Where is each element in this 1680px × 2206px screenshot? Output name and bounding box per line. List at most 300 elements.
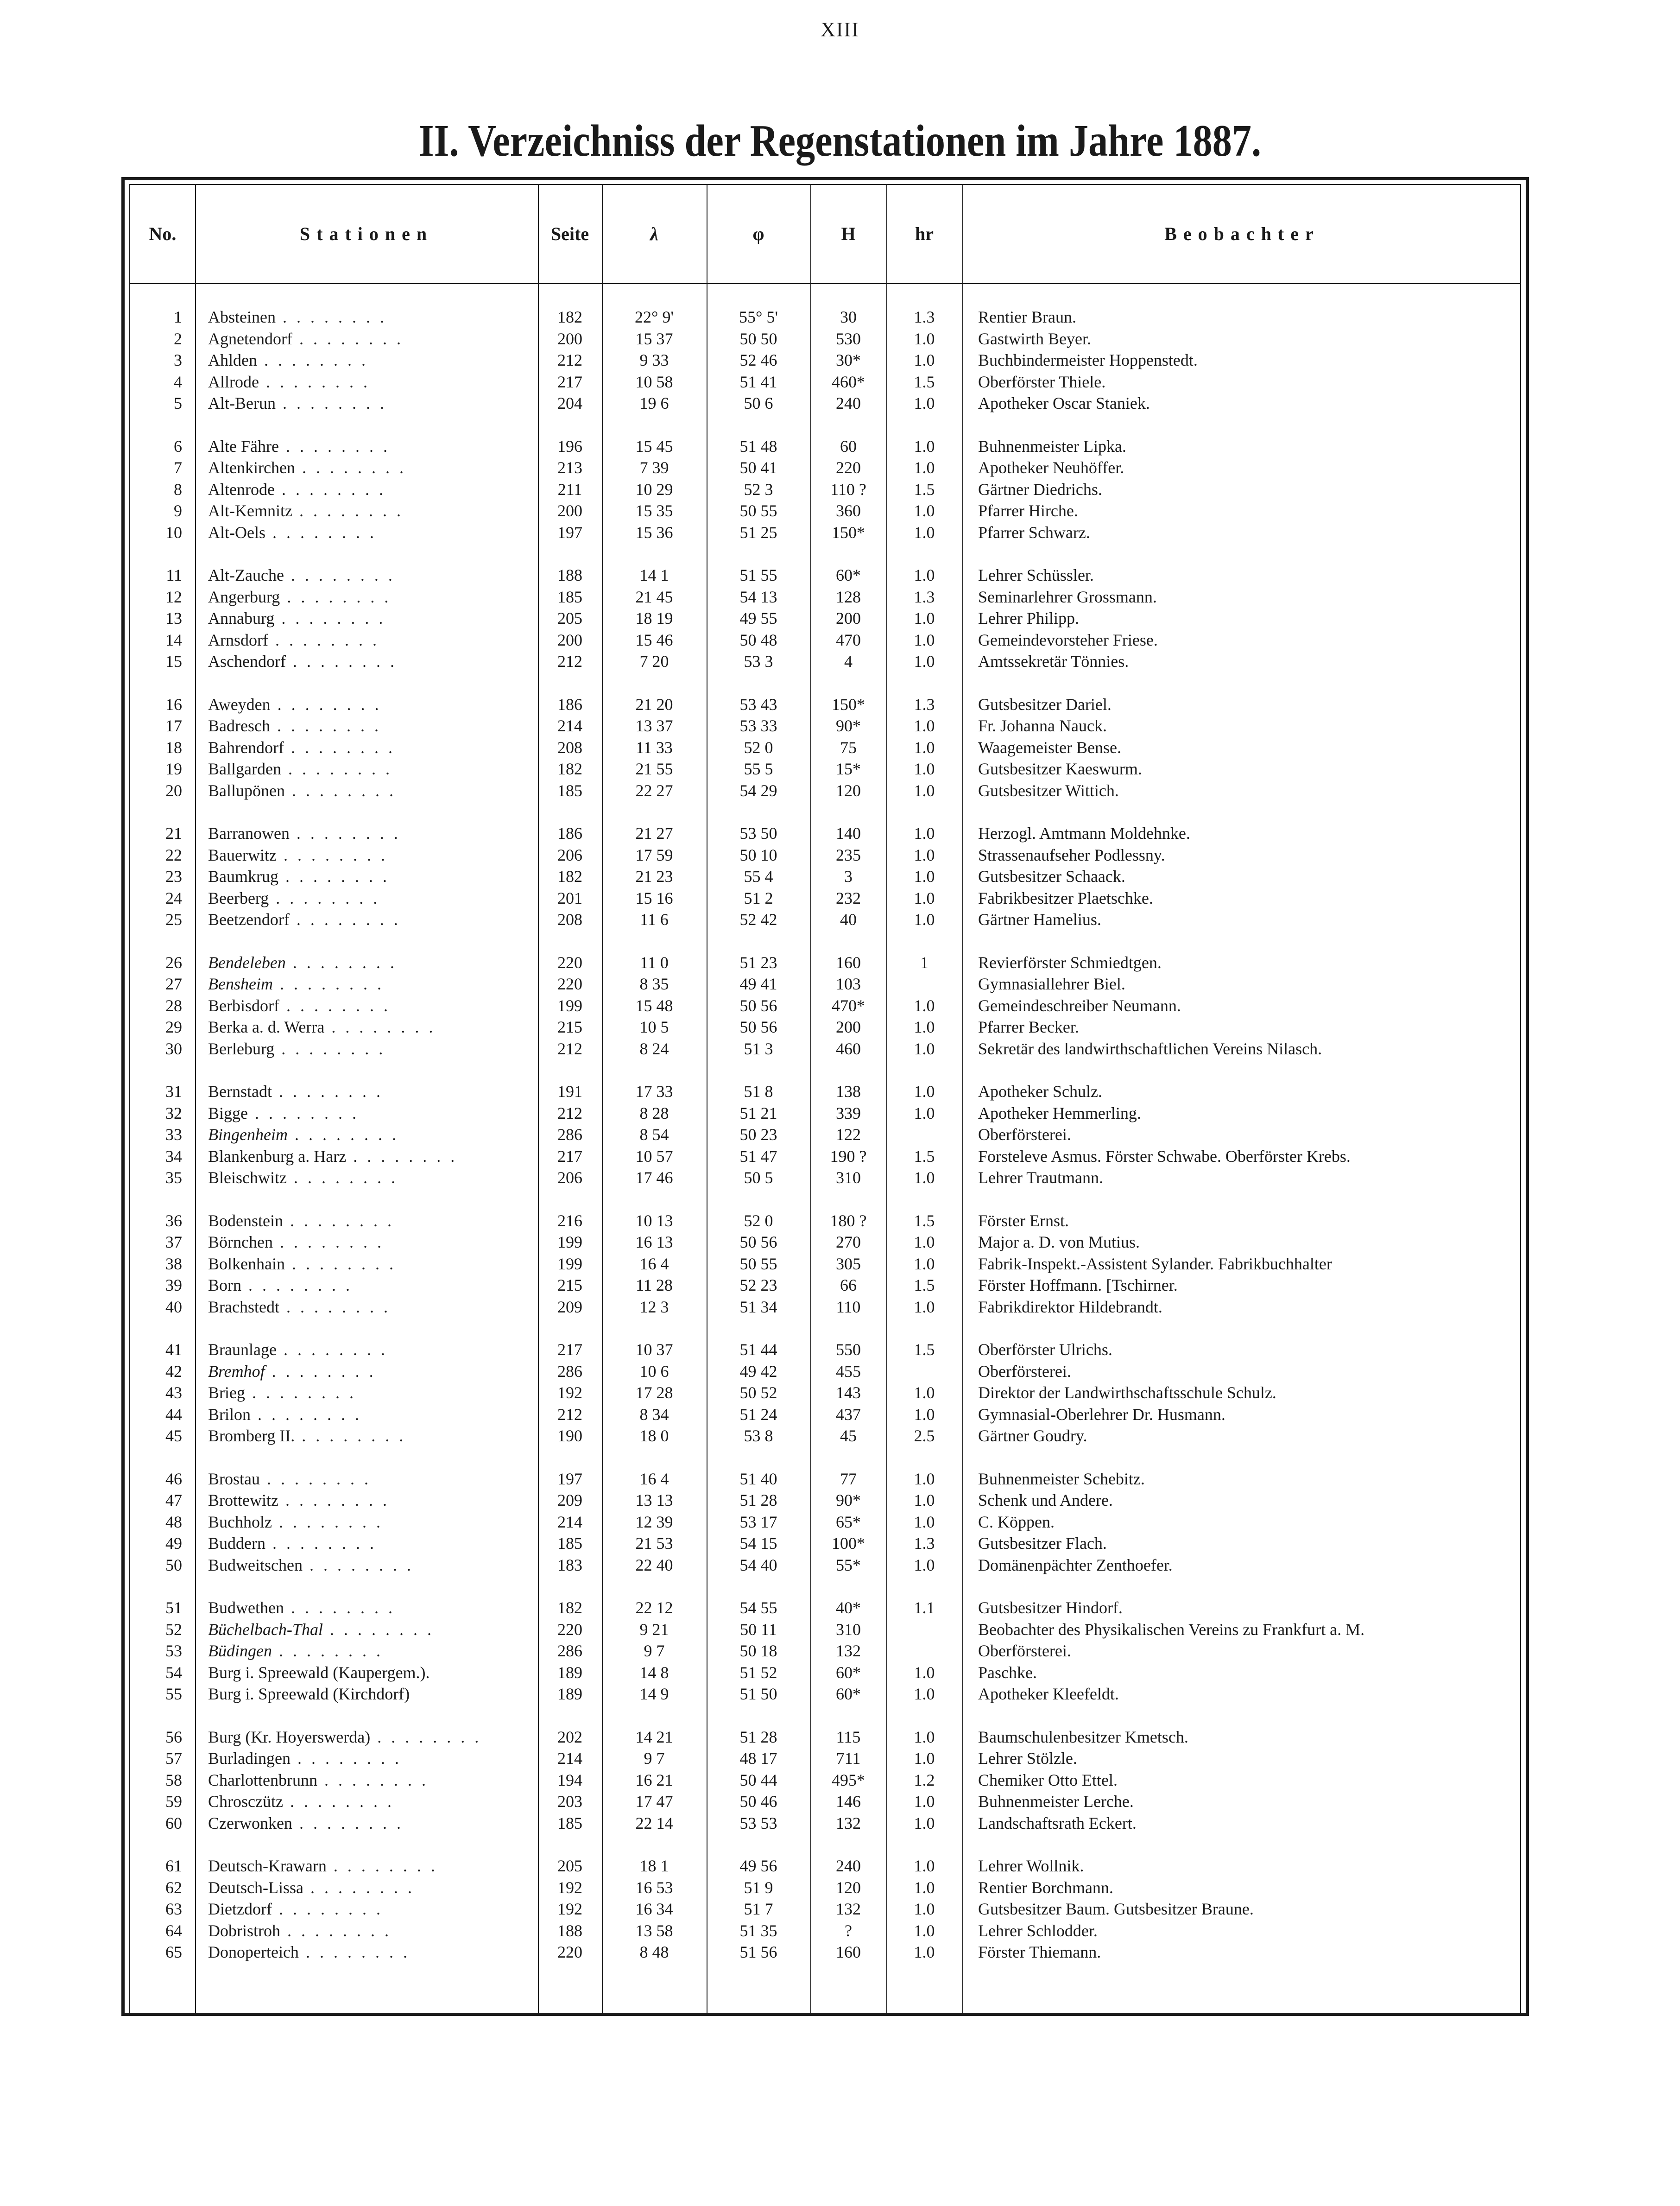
cell-lam: 21 20 (635, 695, 673, 714)
cell-seite: 217 (557, 1147, 582, 1166)
cell-no: 54 (165, 1663, 182, 1682)
cell-lam: 8 48 (639, 1943, 669, 1961)
cell-lam: 17 28 (635, 1383, 673, 1402)
cell-seite: 212 (557, 1103, 582, 1122)
cell-phi: 52 0 (744, 1211, 773, 1230)
cell-lam: 16 53 (635, 1878, 673, 1897)
cell-seite: 199 (557, 1254, 582, 1273)
cell-seite: 200 (557, 501, 582, 520)
station-name: Alte Fähre (208, 437, 279, 456)
station-name: Braunlage (208, 1340, 277, 1359)
cell-no: 9 (174, 501, 182, 520)
cell-seite: 192 (557, 1383, 582, 1402)
table-row (130, 306, 1525, 328)
cell-phi: 53 43 (739, 695, 777, 714)
cell-name (208, 1146, 532, 1167)
leader-dots: . . . . . . . . (292, 501, 404, 520)
cell-no: 25 (165, 910, 182, 929)
cell-hr: 1.0 (914, 1039, 935, 1058)
cell-obs: Gutsbesitzer Kaeswurm. (978, 760, 1142, 778)
leader-dots: . . . . . . . . (251, 1405, 362, 1424)
cell-phi: 50 46 (739, 1792, 777, 1811)
station-name: Burg i. Spreewald (Kirchdorf) (208, 1685, 410, 1703)
cell-lam: 17 46 (635, 1168, 673, 1187)
cell-name (208, 1167, 532, 1188)
cell-no: 2 (174, 329, 182, 348)
station-name: Budwethen (208, 1598, 284, 1617)
cell-hr: 1.0 (914, 1082, 935, 1101)
leader-dots: . . . . . . . . (270, 716, 381, 735)
station-name: Altenkirchen (208, 458, 295, 477)
cell-hr: 1.0 (914, 1103, 935, 1122)
cell-seite: 286 (557, 1362, 582, 1381)
cell-seite: 189 (557, 1663, 582, 1682)
table-row (130, 651, 1525, 672)
cell-phi: 51 56 (739, 1943, 777, 1961)
cell-phi: 52 0 (744, 738, 773, 757)
cell-lam: 10 5 (639, 1018, 669, 1036)
cell-phi: 50 56 (739, 1233, 777, 1251)
cell-no: 58 (165, 1770, 182, 1789)
table-row (130, 1597, 1525, 1618)
cell-hr: 1.0 (914, 1921, 935, 1940)
cell-seite: 212 (557, 351, 582, 369)
cell-seite: 186 (557, 824, 582, 843)
station-name: Berbisdorf (208, 996, 279, 1015)
cell-phi: 51 55 (739, 566, 777, 584)
cell-seite: 206 (557, 845, 582, 864)
cell-h: 115 (836, 1727, 861, 1746)
cell-obs: Apotheker Neuhöffer. (978, 458, 1124, 477)
cell-obs: Pfarrer Schwarz. (978, 523, 1090, 542)
cell-seite: 204 (557, 394, 582, 412)
cell-seite: 212 (557, 652, 582, 671)
leader-dots: . . . . . . . . (295, 458, 406, 477)
cell-name (208, 1855, 532, 1876)
cell-no: 46 (165, 1469, 182, 1488)
cell-hr: 1.0 (914, 351, 935, 369)
leader-dots: . . . . . . . . (292, 1813, 404, 1832)
leader-dots: . . . . . . . . (324, 1018, 436, 1036)
cell-hr: 1.0 (914, 1405, 935, 1424)
station-name: Dobristroh (208, 1921, 280, 1940)
station-name: Brilon (208, 1405, 251, 1424)
cell-name (208, 715, 532, 736)
station-name: Aschendorf (208, 652, 286, 671)
cell-seite: 189 (557, 1685, 582, 1703)
cell-hr: 1.0 (914, 996, 935, 1015)
cell-phi: 50 55 (739, 1254, 777, 1273)
cell-no: 28 (165, 996, 182, 1015)
cell-no: 13 (165, 609, 182, 628)
cell-obs: Gymnasiallehrer Biel. (978, 975, 1125, 993)
cell-no: 33 (165, 1125, 182, 1144)
cell-h: 132 (836, 1900, 861, 1918)
cell-no: 3 (174, 351, 182, 369)
cell-lam: 9 33 (639, 351, 669, 369)
cell-name (208, 306, 532, 328)
cell-phi: 50 55 (739, 501, 777, 520)
cell-seite: 197 (557, 1469, 582, 1488)
leader-dots: . . . . . . . . (270, 695, 382, 714)
cell-seite: 185 (557, 1534, 582, 1553)
cell-phi: 51 7 (744, 1900, 773, 1918)
cell-h: ? (845, 1921, 852, 1940)
cell-obs: Fr. Johanna Nauck. (978, 716, 1107, 735)
cell-h: 310 (836, 1620, 861, 1639)
leader-dots: . . . . . . . . (278, 1491, 390, 1509)
leader-dots: . . . . . . . . (302, 1555, 414, 1574)
cell-name (208, 479, 532, 500)
leader-dots: . . . . . . . . (265, 1534, 377, 1553)
cell-lam: 13 58 (635, 1921, 673, 1940)
cell-name (208, 586, 532, 608)
cell-no: 24 (165, 888, 182, 907)
station-name: Baumkrug (208, 867, 278, 886)
cell-hr: 1.0 (914, 1749, 935, 1768)
cell-hr: 1.3 (914, 695, 935, 714)
cell-name (208, 866, 532, 887)
cell-no: 15 (165, 652, 182, 671)
cell-name (208, 973, 532, 995)
table-row (130, 1791, 1525, 1812)
table-row (130, 780, 1525, 801)
table-row (130, 1877, 1525, 1898)
cell-phi: 50 11 (740, 1620, 777, 1639)
table-row (130, 887, 1525, 909)
cell-obs: Gärtner Goudry. (978, 1426, 1087, 1445)
cell-obs: Gemeindeschreiber Neumann. (978, 996, 1181, 1015)
cell-hr: 1.0 (914, 1018, 935, 1036)
leader-dots: . . . . . . . . (272, 1233, 384, 1251)
cell-phi: 54 40 (739, 1555, 777, 1574)
cell-name (208, 1468, 532, 1490)
cell-name (208, 393, 532, 414)
leader-dots: . . . . . . . . (292, 329, 404, 348)
table-row (130, 1533, 1525, 1554)
leader-dots: . . . . . . . . (283, 1792, 394, 1811)
cell-h: 470* (832, 996, 865, 1015)
cell-seite: 206 (557, 1168, 582, 1187)
table-row (130, 1662, 1525, 1683)
cell-phi: 52 46 (739, 351, 777, 369)
cell-h: 132 (836, 1642, 861, 1660)
cell-hr: 1.5 (914, 1211, 935, 1230)
cell-phi: 51 50 (739, 1685, 777, 1703)
cell-h: 143 (836, 1383, 861, 1402)
cell-no: 51 (165, 1598, 182, 1617)
leader-dots: . . . . . . . . (317, 1770, 429, 1789)
cell-hr: 1.0 (914, 1233, 935, 1251)
cell-hr: 1.0 (914, 888, 935, 907)
cell-obs: Gymnasial-Oberlehrer Dr. Husmann. (978, 1405, 1225, 1424)
cell-name (208, 1769, 532, 1791)
cell-lam: 15 46 (635, 630, 673, 649)
cell-hr: 1.0 (914, 1555, 935, 1574)
cell-phi: 51 28 (739, 1727, 777, 1746)
cell-no: 32 (165, 1103, 182, 1122)
cell-seite: 188 (557, 566, 582, 584)
cell-phi: 53 8 (744, 1426, 773, 1445)
cell-obs: Förster Hoffmann. [Tschirner. (978, 1276, 1178, 1294)
cell-obs: Oberförsterei. (978, 1125, 1071, 1144)
cell-no: 61 (165, 1857, 182, 1875)
station-name: Brottewitz (208, 1491, 278, 1509)
cell-name (208, 1640, 532, 1661)
station-name: Dietzdorf (208, 1900, 272, 1918)
cell-obs: Lehrer Schüssler. (978, 566, 1094, 584)
cell-name (208, 1813, 532, 1834)
cell-obs: Lehrer Stölzle. (978, 1749, 1077, 1768)
cell-hr: 1.0 (914, 1512, 935, 1531)
cell-phi: 51 21 (739, 1103, 777, 1122)
cell-no: 7 (174, 458, 182, 477)
cell-lam: 8 28 (639, 1103, 669, 1122)
cell-name (208, 1210, 532, 1231)
cell-obs: Oberförsterei. (978, 1642, 1071, 1660)
cell-no: 31 (165, 1082, 182, 1101)
cell-obs: Lehrer Schlodder. (978, 1921, 1098, 1940)
leader-dots: . . . . . . . . (346, 1147, 458, 1166)
leader-dots: . . . . . . . . (283, 1211, 394, 1230)
cell-hr: 1.0 (914, 738, 935, 757)
station-name: Burladingen (208, 1749, 291, 1768)
cell-name (208, 909, 532, 930)
cell-hr: 1.0 (914, 1383, 935, 1402)
table-row (130, 866, 1525, 887)
cell-no: 40 (165, 1297, 182, 1316)
cell-lam: 17 33 (635, 1082, 673, 1101)
table-row (130, 1425, 1525, 1446)
cell-no: 64 (165, 1921, 182, 1940)
station-name: Blankenburg a. Harz (208, 1147, 347, 1166)
cell-seite: 214 (557, 1512, 582, 1531)
cell-no: 63 (165, 1900, 182, 1918)
leader-dots: . . . . . . . . (265, 523, 377, 542)
cell-name (208, 995, 532, 1016)
cell-obs: Gutsbesitzer Baum. Gutsbesitzer Braune. (978, 1900, 1254, 1918)
table-row (130, 1404, 1525, 1425)
cell-hr: 1.5 (914, 372, 935, 391)
cell-no: 29 (165, 1018, 182, 1036)
cell-hr: 1.0 (914, 910, 935, 929)
station-name: Bauerwitz (208, 845, 277, 864)
cell-lam: 10 13 (635, 1211, 673, 1230)
cell-hr: 1.0 (914, 1663, 935, 1682)
leader-dots: . . . . . . . . (289, 910, 401, 929)
cell-obs: Apotheker Kleefeldt. (978, 1685, 1119, 1703)
cell-name (208, 1920, 532, 1941)
station-name: Berka a. d. Werra (208, 1018, 325, 1036)
cell-name (208, 694, 532, 715)
cell-name (208, 1726, 532, 1748)
station-name: Bleischwitz (208, 1168, 287, 1187)
cell-name (208, 1877, 532, 1898)
leader-dots: . . . . . . . . (286, 1168, 398, 1187)
station-name: Brostau (208, 1469, 260, 1488)
table-row (130, 1683, 1525, 1705)
cell-h: 110 ? (830, 480, 866, 499)
cell-hr: 1.0 (914, 845, 935, 864)
cell-h: 60 (840, 437, 857, 456)
table-row (130, 694, 1525, 715)
cell-no: 37 (165, 1233, 182, 1251)
cell-phi: 51 47 (739, 1147, 777, 1166)
cell-obs: Gutsbesitzer Schaack. (978, 867, 1125, 886)
cell-lam: 15 35 (635, 501, 673, 520)
cell-obs: Major a. D. von Mutius. (978, 1233, 1140, 1251)
cell-h: 45 (840, 1426, 857, 1445)
cell-h: 360 (836, 501, 861, 520)
cell-phi: 50 56 (739, 996, 777, 1015)
cell-seite: 209 (557, 1491, 582, 1509)
cell-lam: 19 6 (639, 394, 669, 412)
cell-no: 60 (165, 1813, 182, 1832)
cell-phi: 51 8 (744, 1082, 773, 1101)
cell-hr: 1.5 (914, 1276, 935, 1294)
cell-obs: Paschke. (978, 1663, 1037, 1682)
cell-phi: 52 42 (739, 910, 777, 929)
cell-seite: 217 (557, 372, 582, 391)
cell-obs: Apotheker Schulz. (978, 1082, 1102, 1101)
station-name: Born (208, 1276, 241, 1294)
cell-seite: 211 (557, 480, 582, 499)
cell-hr (886, 973, 962, 995)
cell-lam: 8 24 (639, 1039, 669, 1058)
header-phi: φ (752, 223, 764, 244)
cell-no: 59 (165, 1792, 182, 1811)
cell-lam: 18 1 (639, 1857, 669, 1875)
cell-seite: 183 (557, 1555, 582, 1574)
leader-dots: . . . . . . . . (280, 1921, 392, 1940)
cell-no: 27 (165, 975, 182, 993)
leader-dots: . . . . . . . . (257, 351, 368, 369)
cell-seite: 220 (557, 1620, 582, 1639)
cell-phi: 53 3 (744, 652, 773, 671)
cell-phi: 55 5 (744, 760, 773, 778)
cell-h: 40* (836, 1598, 861, 1617)
cell-name (208, 1597, 532, 1618)
cell-obs: Buhnenmeister Schebitz. (978, 1469, 1145, 1488)
leader-dots: . . . . . . . . (248, 1103, 359, 1122)
cell-no: 57 (165, 1749, 182, 1768)
table-row (130, 1382, 1525, 1403)
cell-h: 160 (836, 953, 861, 972)
cell-seite: 203 (557, 1792, 582, 1811)
leader-dots: . . . . . . . . (370, 1727, 482, 1746)
page-title: II. Verzeichniss der Regenstationen im Jahre 1887. (418, 116, 1262, 166)
cell-seite: 194 (557, 1770, 582, 1789)
cell-lam: 14 9 (639, 1685, 669, 1703)
cell-lam: 21 55 (635, 760, 673, 778)
cell-name (208, 1490, 532, 1511)
table-row (130, 995, 1525, 1016)
cell-h: 200 (836, 1018, 861, 1036)
cell-seite: 185 (557, 587, 582, 606)
cell-name (208, 1382, 532, 1403)
table-row (130, 909, 1525, 930)
cell-no: 6 (174, 437, 182, 456)
cell-seite: 209 (557, 1297, 582, 1316)
cell-h: 460 (836, 1039, 861, 1058)
cell-obs: Waagemeister Bense. (978, 738, 1121, 757)
station-name: Büchelbach-Thal (208, 1620, 323, 1639)
station-name: Allrode (208, 372, 259, 391)
cell-phi: 49 41 (739, 975, 777, 993)
cell-phi: 51 40 (739, 1469, 777, 1488)
cell-phi: 50 52 (739, 1383, 777, 1402)
cell-obs: Gärtner Diedrichs. (978, 480, 1102, 499)
cell-hr: 1.0 (914, 1900, 935, 1918)
cell-obs: Fabrikbesitzer Plaetschke. (978, 888, 1153, 907)
cell-lam: 10 29 (635, 480, 673, 499)
station-name: Bendeleben (208, 953, 286, 972)
cell-phi: 53 53 (739, 1813, 777, 1832)
cell-name (208, 500, 532, 521)
cell-hr: 1.0 (914, 458, 935, 477)
cell-h: 132 (836, 1813, 861, 1832)
cell-no: 38 (165, 1254, 182, 1273)
cell-no: 16 (165, 695, 182, 714)
cell-phi: 51 28 (739, 1491, 777, 1509)
cell-h: 146 (836, 1792, 861, 1811)
station-name: Bigge (208, 1103, 248, 1122)
table-row (130, 1167, 1525, 1188)
cell-name (208, 737, 532, 758)
cell-h: 310 (836, 1168, 861, 1187)
leader-dots: . . . . . . . . (276, 1340, 388, 1359)
cell-no: 43 (165, 1383, 182, 1402)
station-name: Bodenstein (208, 1211, 283, 1230)
cell-phi: 51 52 (739, 1663, 777, 1682)
cell-phi: 50 56 (739, 1018, 777, 1036)
cell-hr: 1.0 (914, 1168, 935, 1187)
cell-phi: 50 44 (739, 1770, 777, 1789)
table-row (130, 1855, 1525, 1876)
table-row (130, 1920, 1525, 1941)
table-row (130, 1898, 1525, 1920)
cell-lam: 18 19 (635, 609, 673, 628)
cell-no: 18 (165, 738, 182, 757)
cell-h: 200 (836, 609, 861, 628)
cell-seite: 202 (557, 1727, 582, 1746)
cell-no: 11 (166, 566, 182, 584)
station-name: Bingenheim (208, 1125, 288, 1144)
cell-name (208, 1619, 532, 1640)
table-row (130, 436, 1525, 457)
cell-no: 19 (165, 760, 182, 778)
cell-name (208, 349, 532, 371)
cell-name (208, 1683, 532, 1705)
cell-seite: 220 (557, 953, 582, 972)
cell-phi: 54 15 (739, 1534, 777, 1553)
table-row (130, 1640, 1525, 1661)
leader-dots: . . . . . . . . (245, 1383, 356, 1402)
station-name: Barranowen (208, 824, 290, 843)
cell-lam: 22° 9' (635, 308, 674, 326)
cell-hr: 1.0 (914, 652, 935, 671)
cell-obs: Gärtner Hamelius. (978, 910, 1101, 929)
table-row (130, 1339, 1525, 1360)
cell-phi: 50 41 (739, 458, 777, 477)
cell-hr: 1 (920, 953, 928, 972)
cell-obs: C. Köppen. (978, 1512, 1055, 1531)
cell-name (208, 522, 532, 543)
station-name: Bensheim (208, 975, 273, 993)
station-name: Berleburg (208, 1039, 275, 1058)
cell-lam: 7 39 (639, 458, 669, 477)
station-name: Deutsch-Lissa (208, 1878, 303, 1897)
